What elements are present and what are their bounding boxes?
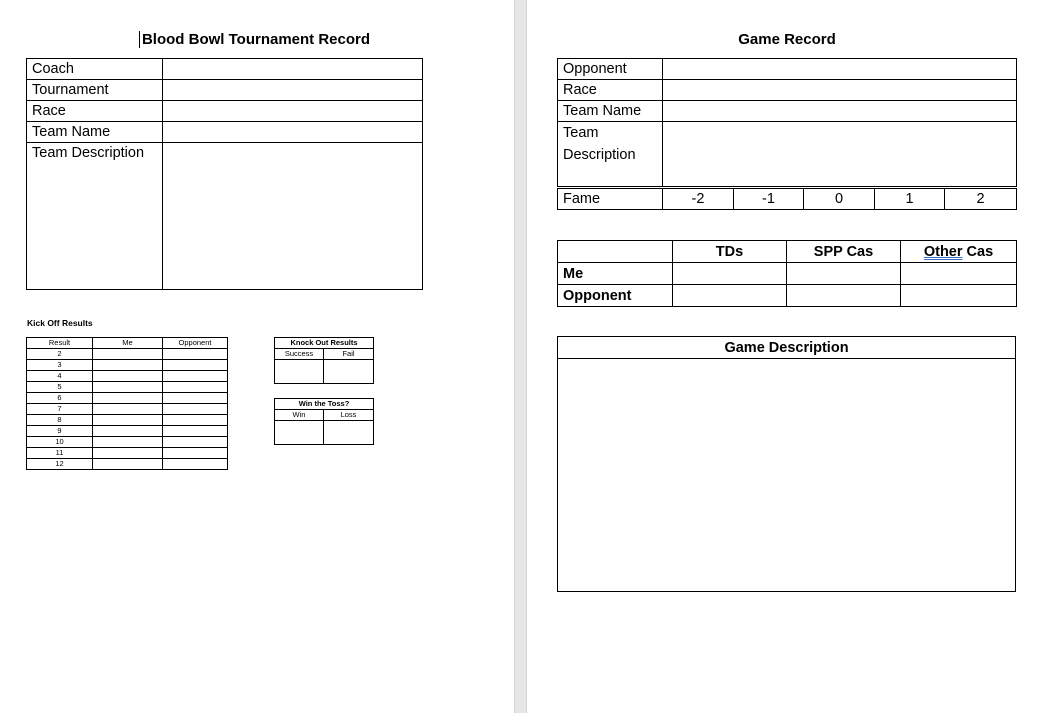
toss-title: Win the Toss? [275,399,374,410]
team-description-field[interactable] [163,143,423,290]
stats-me-label: Me [558,263,673,285]
knockout-success-cell[interactable] [275,360,324,384]
game-description-body-row [558,359,1016,592]
team-description-row [27,143,423,290]
kickoff-result: 11 [27,448,93,459]
fame-option[interactable]: 0 [804,189,875,210]
kickoff-opponent-cell[interactable] [163,404,228,415]
game-description-heading: Game Description [558,337,1016,359]
knockout-header-row [275,349,374,360]
kickoff-opponent-cell[interactable] [163,459,228,470]
opp-race-field[interactable] [663,80,1017,101]
team-description-label: Team Description [27,143,163,290]
table-row [27,360,228,371]
kickoff-header-row [27,338,228,349]
table-row [27,404,228,415]
knockout-entry-row [275,360,374,384]
kickoff-result: 4 [27,371,93,382]
me-spp-cas-cell[interactable] [787,263,901,285]
game-description-table [557,336,1016,592]
fame-table [557,188,1017,210]
opponent-row [558,59,1017,80]
toss-table [274,398,374,445]
opp-other-cas-cell[interactable] [901,285,1017,307]
kickoff-me-cell[interactable] [93,459,163,470]
stats-corner-cell [558,241,673,263]
table-row [27,426,228,437]
table-row [27,437,228,448]
kickoff-heading: Kick Off Results [27,318,93,328]
fame-option[interactable]: -1 [734,189,804,210]
fame-option[interactable]: 1 [875,189,945,210]
kickoff-opponent-cell[interactable] [163,448,228,459]
kickoff-opponent-cell[interactable] [163,426,228,437]
opp-tds-cell[interactable] [673,285,787,307]
opp-team-name-row [558,101,1017,122]
toss-col-loss: Loss [324,410,374,421]
opponent-label: Opponent [558,59,663,80]
fame-option[interactable]: 2 [945,189,1017,210]
kickoff-me-cell[interactable] [93,415,163,426]
stats-col-other-cas [901,241,1017,263]
knockout-title: Knock Out Results [275,338,374,349]
stats-me-row [558,263,1017,285]
table-row [27,459,228,470]
kickoff-me-cell[interactable] [93,371,163,382]
kickoff-result: 10 [27,437,93,448]
tournament-info-table [26,58,423,290]
team-name-row [27,122,423,143]
kickoff-me-cell[interactable] [93,382,163,393]
toss-col-win: Win [275,410,324,421]
stats-col-other-word: Other [923,243,963,260]
table-row [27,371,228,382]
kickoff-result: 12 [27,459,93,470]
kickoff-opponent-cell[interactable] [163,349,228,360]
kickoff-opponent-cell[interactable] [163,437,228,448]
me-tds-cell[interactable] [673,263,787,285]
kickoff-result: 2 [27,349,93,360]
kickoff-opponent-cell[interactable] [163,382,228,393]
kickoff-col-result: Result [27,338,93,349]
kickoff-opponent-cell[interactable] [163,360,228,371]
game-description-header-row [558,337,1016,359]
toss-loss-cell[interactable] [324,421,374,445]
race-row [27,101,423,122]
tournament-record-title: Blood Bowl Tournament Record [141,31,371,48]
table-row [27,448,228,459]
knockout-col-success: Success [275,349,324,360]
toss-title-row [275,399,374,410]
knockout-fail-cell[interactable] [324,360,374,384]
stats-table [557,240,1017,307]
kickoff-col-me: Me [93,338,163,349]
opp-team-description-label [558,122,663,187]
kickoff-result: 3 [27,360,93,371]
me-other-cas-cell[interactable] [901,263,1017,285]
opponent-field[interactable] [663,59,1017,80]
table-row [27,393,228,404]
kickoff-me-cell[interactable] [93,349,163,360]
fame-option[interactable]: -2 [663,189,734,210]
tournament-row [27,80,423,101]
game-info-table [557,58,1017,187]
kickoff-result: 6 [27,393,93,404]
toss-win-cell[interactable] [275,421,324,445]
team-name-field[interactable] [163,122,423,143]
kickoff-me-cell[interactable] [93,404,163,415]
kickoff-col-opponent: Opponent [163,338,228,349]
kickoff-opponent-cell[interactable] [163,371,228,382]
opp-team-description-line2: Description [563,147,636,163]
opp-race-row [558,80,1017,101]
race-label: Race [27,101,163,122]
toss-header-row [275,410,374,421]
table-row [27,382,228,393]
kickoff-table [26,337,228,470]
team-name-label: Team Name [27,122,163,143]
coach-row [27,59,423,80]
fame-row [558,189,1017,210]
kickoff-result: 5 [27,382,93,393]
fame-label: Fame [558,189,663,210]
game-description-field[interactable] [558,359,1016,592]
tournament-label: Tournament [27,80,163,101]
stats-col-cas-word: Cas [966,243,994,260]
left-page [0,0,514,713]
kickoff-opponent-cell[interactable] [163,415,228,426]
opp-team-description-row [558,122,1017,187]
knockout-title-row [275,338,374,349]
kickoff-result: 8 [27,415,93,426]
right-page [527,0,1041,713]
text-cursor [139,31,140,48]
table-row [27,415,228,426]
game-record-title: Game Record [738,31,836,48]
stats-header-row [558,241,1017,263]
opp-spp-cas-cell[interactable] [787,285,901,307]
kickoff-me-cell[interactable] [93,393,163,404]
knockout-col-fail: Fail [324,349,374,360]
opp-race-label: Race [558,80,663,101]
toss-entry-row [275,421,374,445]
coach-label: Coach [27,59,163,80]
opp-team-name-label: Team Name [558,101,663,122]
table-row [27,349,228,360]
stats-col-spp-cas: SPP Cas [787,241,901,263]
coach-field[interactable] [163,59,423,80]
opp-team-description-field[interactable] [663,122,1017,187]
kickoff-result: 7 [27,404,93,415]
kickoff-result: 9 [27,426,93,437]
kickoff-me-cell[interactable] [93,360,163,371]
opp-team-description-line1: Team [563,125,599,141]
kickoff-me-cell[interactable] [93,437,163,448]
tournament-field[interactable] [163,80,423,101]
stats-opponent-label: Opponent [558,285,673,307]
opp-team-name-field[interactable] [663,101,1017,122]
page-gutter [514,0,527,713]
kickoff-me-cell[interactable] [93,448,163,459]
knockout-table [274,337,374,384]
kickoff-me-cell[interactable] [93,426,163,437]
stats-col-tds: TDs [673,241,787,263]
kickoff-opponent-cell[interactable] [163,393,228,404]
stats-opponent-row [558,285,1017,307]
race-field[interactable] [163,101,423,122]
